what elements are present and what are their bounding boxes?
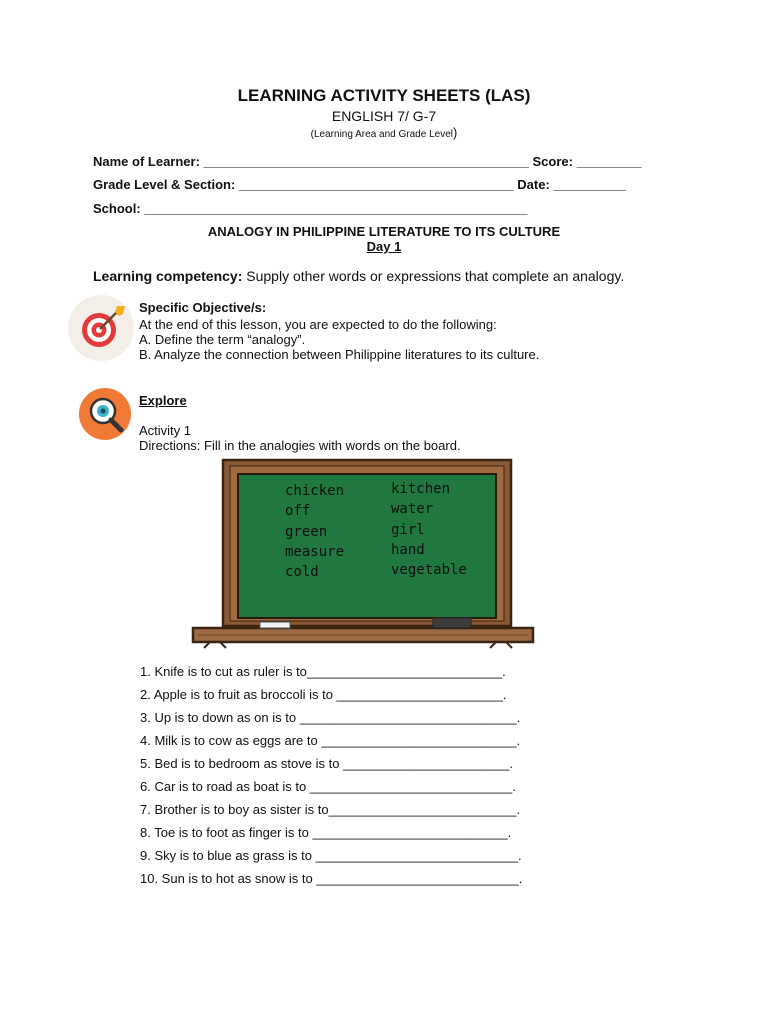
board-word: vegetable (391, 562, 467, 578)
board-word: off (285, 503, 311, 519)
learning-competency (93, 268, 624, 284)
board-word: kitchen (391, 481, 451, 497)
grade-section-label: Grade Level & Section: ______________________________________ (93, 177, 518, 192)
competency-label: Learning competency: (93, 268, 243, 284)
subject-note-text: (Learning Area and Grade Level (310, 129, 453, 140)
learner-name-field[interactable] (93, 154, 642, 169)
analogy-item[interactable]: 5. Bed is to bedroom as stove is to _______________________. (140, 756, 513, 771)
analogy-list (140, 663, 522, 893)
competency-text: Supply other words or expressions that complete an analogy. (242, 268, 625, 284)
analogy-item[interactable]: 9. Sky is to blue as grass is to ____________________________. (140, 848, 522, 863)
board-word: chicken (285, 483, 345, 499)
learner-name-label: Name of Learner: _____________________________________________ (93, 154, 533, 169)
analogy-item[interactable]: 6. Car is to road as boat is to ____________________________. (140, 779, 516, 794)
explore-heading: Explore (139, 393, 187, 408)
chalkboard (190, 456, 536, 650)
objective-a: A. Define the term “analogy”. (139, 332, 306, 347)
activity-label: Activity 1 (139, 423, 192, 438)
page-title: LEARNING ACTIVITY SHEETS (LAS) (237, 86, 531, 105)
directions-text: Directions: Fill in the analogies with words on the board. (139, 438, 461, 453)
board-word: green (285, 524, 328, 540)
chalkboard-frame (190, 456, 536, 650)
score-label: Score: _________ (532, 154, 642, 169)
date-label: Date: __________ (517, 177, 626, 192)
objectives-intro: At the end of this lesson, you are expected to do the following: (139, 317, 497, 332)
analogy-item[interactable]: 8. Toe is to foot as finger is to ___________________________. (140, 825, 512, 840)
board-word: girl (391, 522, 425, 538)
board-word: water (391, 501, 434, 517)
analogy-item[interactable]: 4. Milk is to cow as eggs are to ___________________________. (140, 733, 521, 748)
objective-b: B. Analyze the connection between Philippine literatures to its culture. (139, 347, 540, 362)
board-word: hand (391, 542, 425, 558)
analogy-item[interactable]: 7. Brother is to boy as sister is to__________________________. (140, 802, 521, 817)
objectives-heading: Specific Objective/s: (139, 300, 267, 315)
subject-label: ENGLISH 7/ G-7 (331, 108, 437, 124)
analogy-item[interactable]: 1. Knife is to cut as ruler is to___________________________. (140, 664, 506, 679)
magnifier-icon (78, 387, 132, 441)
board-word: cold (285, 564, 319, 580)
grade-section-field[interactable] (93, 177, 626, 192)
analogy-item[interactable]: 10. Sun is to hot as snow is to ____________________________. (140, 871, 523, 886)
lesson-title: ANALOGY IN PHILIPPINE LITERATURE TO ITS CULTURE (207, 224, 561, 239)
school-field[interactable]: School: _____________________________________________________ (93, 201, 528, 216)
subject-note-close: ) (452, 125, 458, 140)
subject-note (0, 125, 768, 140)
target-icon (67, 294, 135, 362)
board-word: measure (285, 544, 345, 560)
analogy-item[interactable]: 2. Apple is to fruit as broccoli is to _______________________. (140, 687, 507, 702)
lesson-day: Day 1 (366, 239, 402, 254)
analogy-item[interactable]: 3. Up is to down as on is to ______________________________. (140, 710, 521, 725)
